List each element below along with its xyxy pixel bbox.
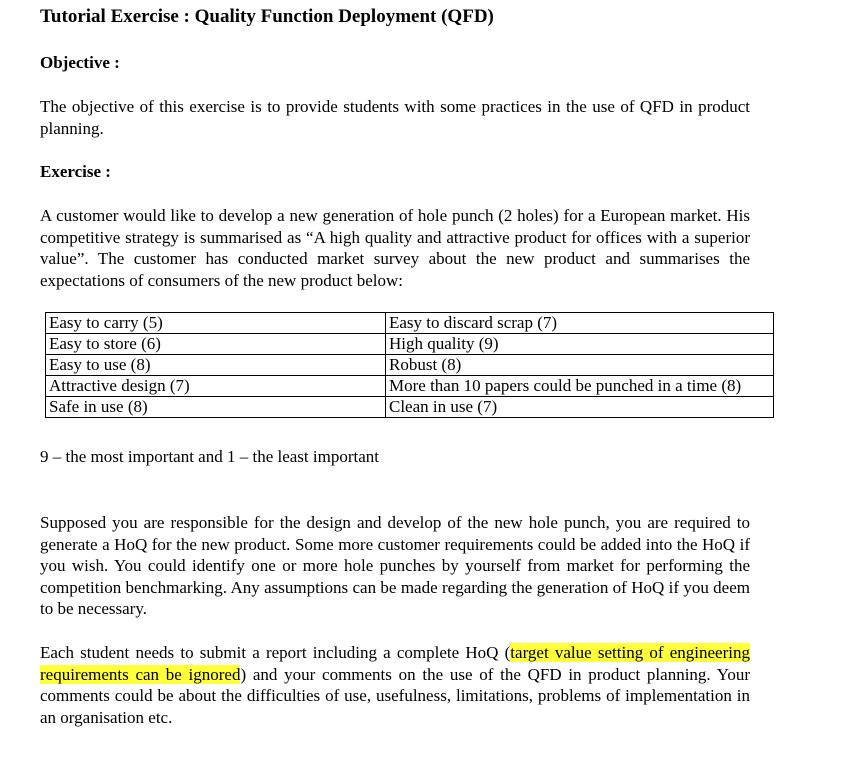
objective-text: The objective of this exercise is to provide students with some practices in the use of QFD in product planning.	[40, 97, 750, 138]
task-paragraph: Supposed you are responsible for the design and develop of the new hole punch, you are required to generate a HoQ for the new product. Some more customer requirements could be added into the HoQ if you wish. You could identify one or more hole punches by yourself from market for performing the competition benchmarking. Any assumptions can be made regarding the generation of HoQ if you deem to be necessary.	[40, 513, 750, 618]
customer-requirements-table	[45, 312, 774, 418]
table-row	[46, 376, 774, 397]
submission-text-before: Each student needs to submit a report including a complete HoQ (	[40, 643, 511, 662]
table-row	[46, 313, 774, 334]
submission-text-after: ) and your comments on the use of the QFD in product planning. Your comments could be about the difficulties of use, usefulness, limitations, problems of implementation in an organisation etc.	[40, 664, 750, 727]
highlighted-text: target value setting of engineering requirements can be ignored	[40, 643, 750, 684]
table-cell: Easy to use (8)	[46, 355, 386, 376]
objective-heading: Objective :	[40, 53, 120, 72]
table-cell: More than 10 papers could be punched in a time (8)	[386, 376, 774, 397]
table-row	[46, 397, 774, 418]
table-cell: Clean in use (7)	[386, 397, 774, 418]
table-row	[46, 355, 774, 376]
exercise-text: A customer would like to develop a new generation of hole punch (2 holes) for a European market. His competitive strategy is summarised as “A high quality and attractive product for offices with a superior value”. The customer has conducted market survey about the new product and summarises the expectations of consumers of the new product below:	[40, 206, 750, 290]
exercise-heading: Exercise :	[40, 162, 111, 181]
table-cell: Attractive design (7)	[46, 376, 386, 397]
table-cell: Robust (8)	[386, 355, 774, 376]
table-cell: High quality (9)	[386, 334, 774, 355]
document-title: Tutorial Exercise : Quality Function Deployment (QFD)	[40, 6, 494, 27]
table-cell: Easy to store (6)	[46, 334, 386, 355]
importance-scale-note: 9 – the most important and 1 – the least important	[40, 447, 379, 466]
table-cell: Easy to carry (5)	[46, 313, 386, 334]
table-cell: Safe in use (8)	[46, 397, 386, 418]
table-row	[46, 334, 774, 355]
table-cell: Easy to discard scrap (7)	[386, 313, 774, 334]
submission-paragraph	[40, 642, 750, 728]
